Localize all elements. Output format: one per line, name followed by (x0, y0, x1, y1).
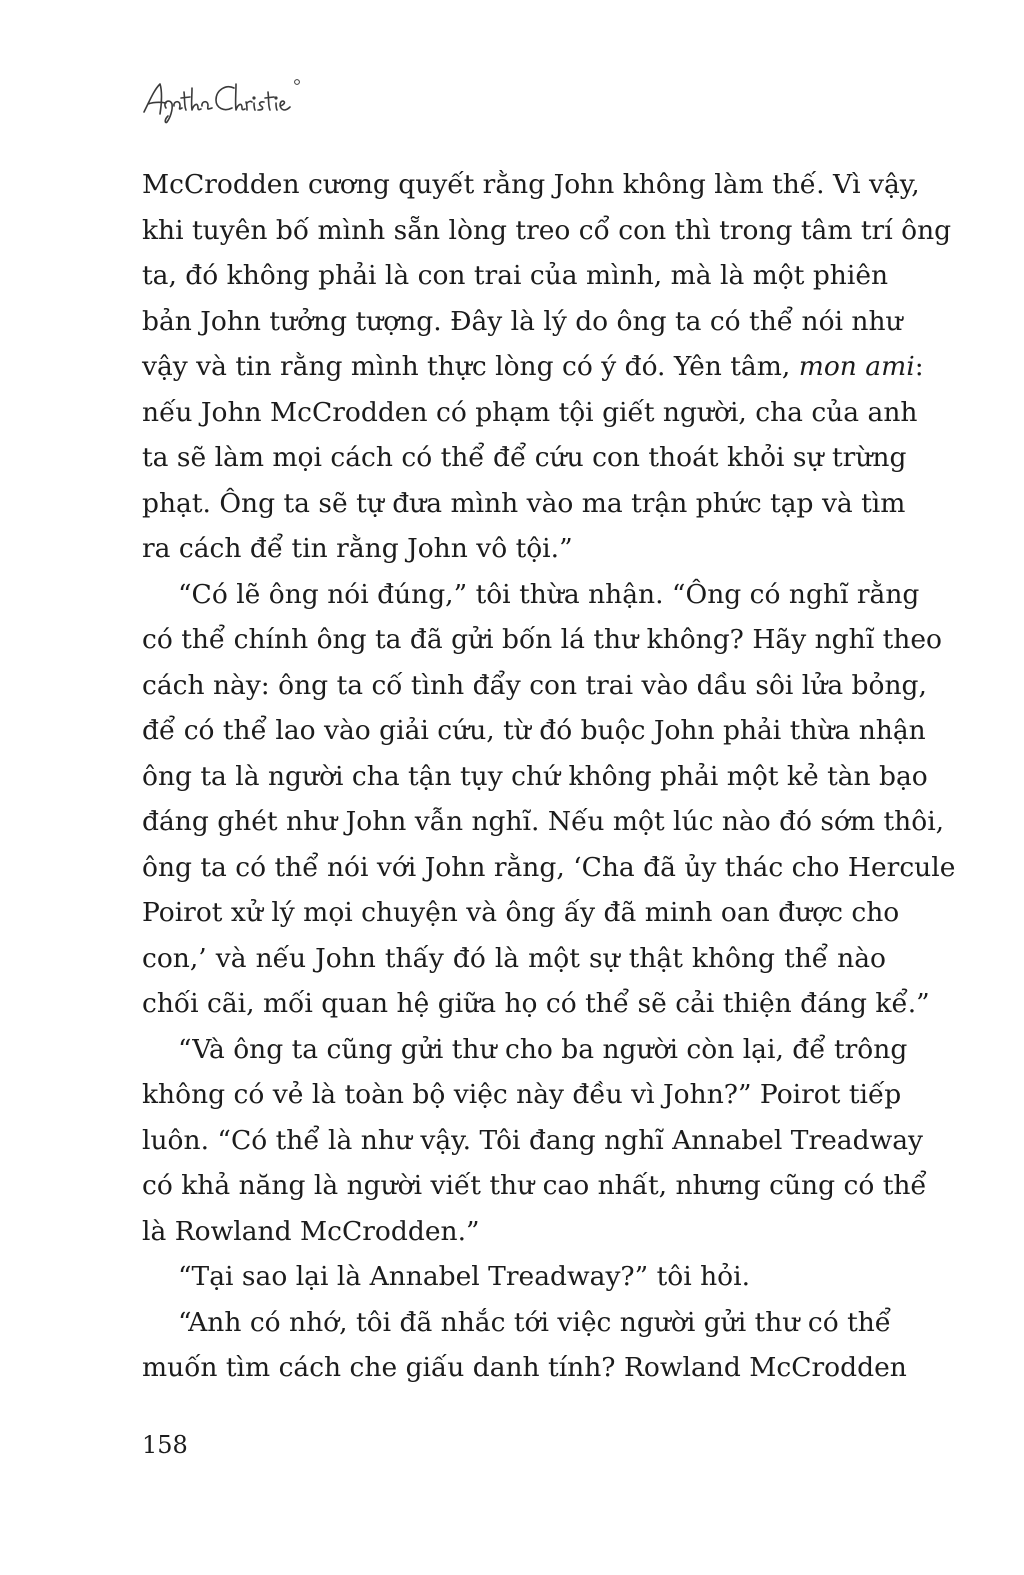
text-segment: : (914, 351, 924, 382)
text-line: ông ta có thể nói với John rằng, ‘Cha đã ủy thác cho Hercule (142, 851, 956, 883)
text-line: luôn. “Có thể là như vậy. Tôi đang nghĩ Annabel Treadway (142, 1124, 924, 1156)
text-line: phạt. Ông ta sẽ tự đưa mình vào ma trận phức tạp và tìm (142, 487, 906, 519)
text-line: ta sẽ làm mọi cách có thể để cứu con thoát khỏi sự trừng (142, 442, 907, 473)
text-line: là Rowland McCrodden.” (142, 1215, 480, 1247)
body-text (142, 162, 956, 1391)
text-line: chối cãi, mối quan hệ giữa họ có thể sẽ cải thiện đáng kể.” (142, 988, 930, 1019)
text-line: bản John tưởng tượng. Đây là lý do ông ta có thể nói như (142, 305, 903, 337)
text-line: để có thể lao vào giải cứu, từ đó buộc John phải thừa nhận (142, 715, 926, 746)
page-number: 158 (142, 1431, 188, 1459)
signature-icon (140, 72, 310, 128)
text-line: khi tuyên bố mình sẵn lòng treo cổ con thì trong tâm trí ông (142, 214, 952, 246)
text-line: McCrodden cương quyết rằng John không làm thế. Vì vậy, (142, 169, 920, 200)
text-line: nếu John McCrodden có phạm tội giết người, cha của anh (142, 396, 918, 428)
text-line: không có vẻ là toàn bộ việc này đều vì John?” Poirot tiếp (142, 1079, 902, 1110)
author-signature-logo (140, 72, 310, 128)
text-line: “Có lẽ ông nói đúng,” tôi thừa nhận. “Ông có nghĩ rằng (178, 578, 920, 610)
text-line: có khả năng là người viết thư cao nhất, nhưng cũng có thể (142, 1170, 927, 1201)
text-line: ta, đó không phải là con trai của mình, mà là một phiên (142, 260, 889, 291)
text-line: đáng ghét như John vẫn nghĩ. Nếu một lúc nào đó sớm thôi, (142, 806, 945, 837)
text-line: ông ta là người cha tận tụy chứ không phải một kẻ tàn bạo (142, 760, 928, 792)
text-line: “Và ông ta cũng gửi thư cho ba người còn lại, để trông (178, 1033, 908, 1065)
text-line: “Anh có nhớ, tôi đã nhắc tới việc người gửi thư có thể (178, 1306, 892, 1338)
text-line-with-italic (142, 344, 924, 390)
text-line: “Tại sao lại là Annabel Treadway?” tôi hỏi. (178, 1261, 751, 1292)
text-line: ra cách để tin rằng John vô tội.” (142, 533, 573, 564)
text-line: cách này: ông ta cố tình đẩy con trai vào dầu sôi lửa bỏng, (142, 669, 927, 701)
text-line: có thể chính ông ta đã gửi bốn lá thư không? Hãy nghĩ theo (142, 624, 942, 655)
italic-phrase: mon ami (798, 351, 915, 382)
text-line: con,’ và nếu John thấy đó là một sự thật không thể nào (142, 942, 886, 974)
text-line: Poirot xử lý mọi chuyện và ông ấy đã minh oan được cho (142, 897, 900, 928)
text-segment: vậy và tin rằng mình thực lòng có ý đó. Yên tâm, (142, 351, 799, 382)
text-line: muốn tìm cách che giấu danh tính? Rowland McCrodden (142, 1352, 907, 1383)
